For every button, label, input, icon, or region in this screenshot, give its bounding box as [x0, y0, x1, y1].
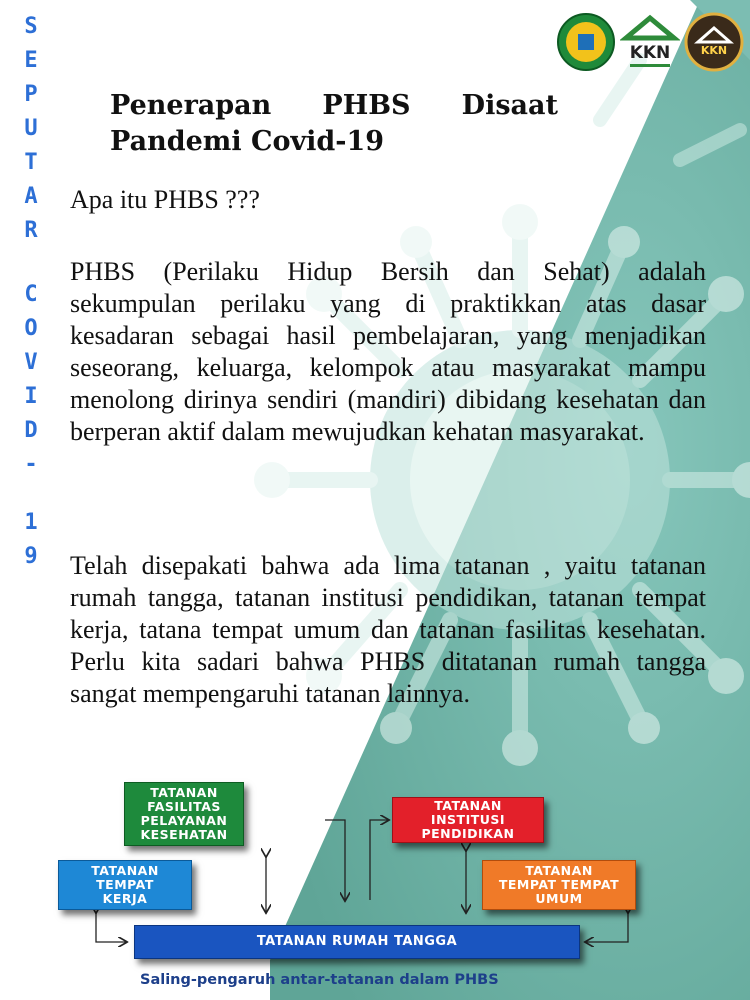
page-title — [110, 88, 558, 160]
title-line-1: Penerapan PHBS Disaat — [110, 90, 558, 121]
box-tempat-kerja: TATANAN TEMPAT KERJA — [58, 860, 192, 910]
kkn-badge-text: KKN — [700, 44, 728, 57]
tatanan-paragraph: Telah disepakati bahwa ada lima tatanan , yaitu tatanan rumah tangga, tatanan institusi pendidikan, tatanan tempat kerja, tatana tempat umum dan tatanan fasilitas kesehatan. Perlu kita sadari bahwa PHBS ditatanan rumah tangga sangat mempengaruhi tatanan lainnya. — [70, 551, 706, 708]
box-fasilitas-kesehatan: TATANAN FASILITAS PELAYANAN KESEHATAN — [124, 782, 244, 846]
side-letter: O — [24, 316, 38, 341]
side-letter: A — [24, 184, 38, 209]
side-letter: E — [24, 48, 38, 73]
box-institusi-pendidikan: TATANAN INSTITUSI PENDIDIKAN — [392, 797, 544, 843]
kkn-logo-text: KKN — [629, 43, 671, 63]
side-letter: V — [24, 350, 38, 375]
side-letter: 9 — [24, 544, 38, 569]
side-letter: C — [24, 282, 38, 307]
diagram-caption: Saling-pengaruh antar-tatanan dalam PHBS — [140, 972, 499, 988]
kkn-logo-icon — [620, 12, 680, 72]
side-letter: T — [24, 150, 38, 175]
institution-logo-icon — [556, 12, 616, 72]
side-letter: R — [24, 218, 38, 243]
box-tempat-umum: TATANAN TEMPAT TEMPAT UMUM — [482, 860, 636, 910]
box-rumah-tangga: TATANAN RUMAH TANGGA — [134, 925, 580, 959]
title-line-2: Pandemi Covid-19 — [110, 126, 385, 157]
question-heading: Apa itu PHBS ??? — [70, 185, 260, 214]
definition-paragraph: PHBS (Perilaku Hidup Bersih dan Sehat) adalah sekumpulan perilaku yang di praktikkan atas dasar kesadaran sebagai hasil pembelajaran, yang menjadikan seseorang, keluarga, kelompok atau masyarakat mampu menolong dirinya sendiri (mandiri) dibidang kesehatan dan berperan aktif dalam mewujudkan kehatan masyarakat. — [70, 257, 706, 446]
side-letter: - — [24, 452, 38, 477]
side-letter: S — [24, 14, 38, 39]
side-letter: 1 — [24, 510, 38, 535]
side-letter: P — [24, 82, 38, 107]
kkn-badge-icon — [684, 12, 744, 72]
side-letter: D — [24, 418, 38, 443]
side-letter: U — [24, 116, 38, 141]
side-letter: I — [24, 384, 38, 409]
